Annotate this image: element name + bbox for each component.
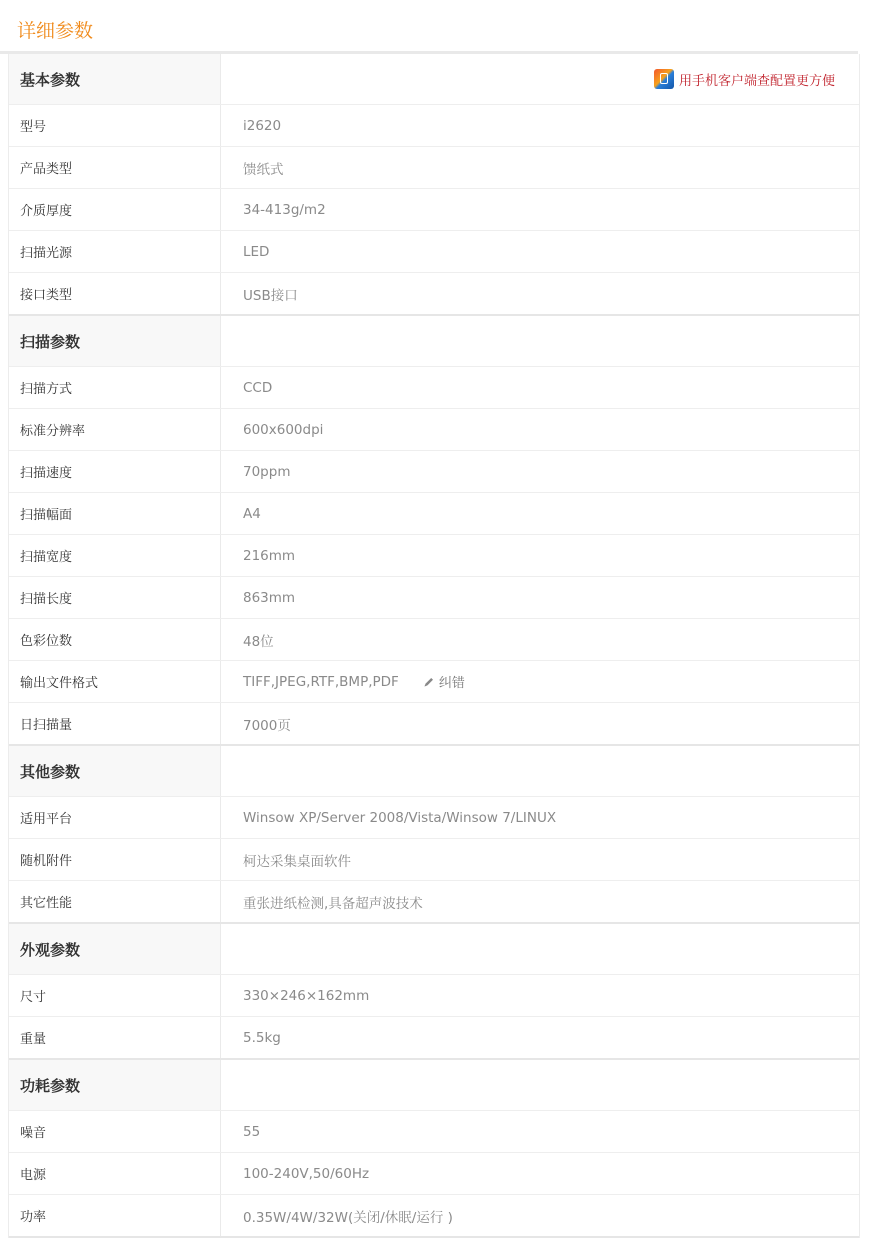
section-header: [9, 1060, 859, 1111]
spec-label: 电源: [9, 1153, 221, 1194]
spec-value: 重张进纸检测,具备超声波技术: [243, 895, 423, 912]
spec-value-cell: [221, 661, 859, 702]
spec-label: 扫描宽度: [9, 535, 221, 576]
spec-value: i2620: [243, 117, 282, 134]
spec-label: 输出文件格式: [9, 661, 221, 702]
spec-row: [9, 1153, 859, 1195]
spec-section-appearance: [9, 924, 859, 1060]
correct-error-label: 纠错: [438, 676, 465, 691]
section-header-extra: [221, 746, 859, 796]
spec-label: 扫描方式: [9, 367, 221, 408]
spec-value: 330×246×162mm: [243, 987, 370, 1004]
spec-section-power: [9, 1060, 859, 1238]
page-title: 详细参数: [17, 20, 94, 42]
spec-value: Winsow XP/Server 2008/Vista/Winsow 7/LINUX: [243, 809, 557, 826]
mobile-app-icon: [654, 69, 674, 89]
spec-label: 功率: [9, 1195, 221, 1236]
spec-value: 5.5kg: [243, 1029, 281, 1046]
spec-label: 型号: [9, 105, 221, 146]
spec-row: [9, 189, 859, 231]
spec-row: [9, 577, 859, 619]
spec-row: [9, 1195, 859, 1236]
spec-value: 100-240V,50/60Hz: [243, 1165, 370, 1182]
spec-value: USB接口: [243, 287, 298, 304]
spec-label: 其它性能: [9, 881, 221, 922]
spec-label: 重量: [9, 1017, 221, 1058]
mobile-client-link-label: 用手机客户端查配置更方便: [678, 73, 835, 89]
spec-label: 扫描光源: [9, 231, 221, 272]
spec-value: 馈纸式: [243, 161, 284, 178]
pencil-icon: [423, 676, 435, 688]
spec-row: [9, 273, 859, 314]
spec-value: 600x600dpi: [243, 421, 324, 438]
spec-value: 55: [243, 1123, 261, 1140]
spec-table: [8, 54, 860, 1238]
spec-row: [9, 409, 859, 451]
section-title: 其他参数: [9, 746, 221, 796]
spec-row: [9, 881, 859, 922]
spec-row: [9, 367, 859, 409]
spec-row: [9, 1017, 859, 1058]
spec-section-basic: [9, 54, 859, 316]
spec-row: [9, 493, 859, 535]
spec-section-other: [9, 746, 859, 924]
spec-label: 尺寸: [9, 975, 221, 1016]
spec-value: 34-413g/m2: [243, 201, 326, 218]
section-header: [9, 316, 859, 367]
spec-label: 扫描长度: [9, 577, 221, 618]
spec-label: 噪音: [9, 1111, 221, 1152]
spec-row: [9, 451, 859, 493]
spec-row: [9, 839, 859, 881]
spec-value: 0.35W/4W/32W(关闭/休眠/运行 ): [243, 1209, 453, 1226]
spec-value: 70ppm: [243, 463, 291, 480]
spec-label: 随机附件: [9, 839, 221, 880]
spec-row: [9, 535, 859, 577]
spec-row: [9, 619, 859, 661]
spec-value: 柯达采集桌面软件: [243, 853, 351, 870]
section-header-extra: [221, 54, 859, 104]
spec-value: 7000页: [243, 717, 291, 734]
spec-label: 扫描速度: [9, 451, 221, 492]
section-title: 功耗参数: [9, 1060, 221, 1110]
spec-label: 色彩位数: [9, 619, 221, 660]
spec-value: 48位: [243, 633, 274, 650]
section-header: [9, 924, 859, 975]
spec-value: 216mm: [243, 547, 296, 564]
spec-label: 日扫描量: [9, 703, 221, 744]
spec-value: TIFF,JPEG,RTF,BMP,PDF: [243, 673, 399, 690]
spec-row: [9, 661, 859, 703]
section-title: 外观参数: [9, 924, 221, 974]
spec-section-scan: [9, 316, 859, 746]
spec-value: 863mm: [243, 589, 296, 606]
spec-label: 介质厚度: [9, 189, 221, 230]
correct-error-button[interactable]: [423, 672, 465, 691]
spec-label: 适用平台: [9, 797, 221, 838]
spec-row: [9, 147, 859, 189]
spec-value: LED: [243, 243, 270, 260]
section-header-extra: [221, 924, 859, 974]
spec-row: [9, 105, 859, 147]
spec-label: 扫描幅面: [9, 493, 221, 534]
section-title: 扫描参数: [9, 316, 221, 366]
spec-row: [9, 797, 859, 839]
spec-value: A4: [243, 505, 261, 522]
spec-label: 产品类型: [9, 147, 221, 188]
spec-label: 接口类型: [9, 273, 221, 314]
spec-row: [9, 1111, 859, 1153]
section-header: [9, 54, 859, 105]
spec-row: [9, 975, 859, 1017]
section-header: [9, 746, 859, 797]
section-title: 基本参数: [9, 54, 221, 104]
section-header-extra: [221, 316, 859, 366]
title-bar: [0, 0, 858, 54]
spec-row: [9, 703, 859, 744]
spec-row: [9, 231, 859, 273]
spec-label: 标准分辨率: [9, 409, 221, 450]
section-header-extra: [221, 1060, 859, 1110]
mobile-client-link[interactable]: [654, 69, 835, 89]
spec-value: CCD: [243, 379, 273, 396]
